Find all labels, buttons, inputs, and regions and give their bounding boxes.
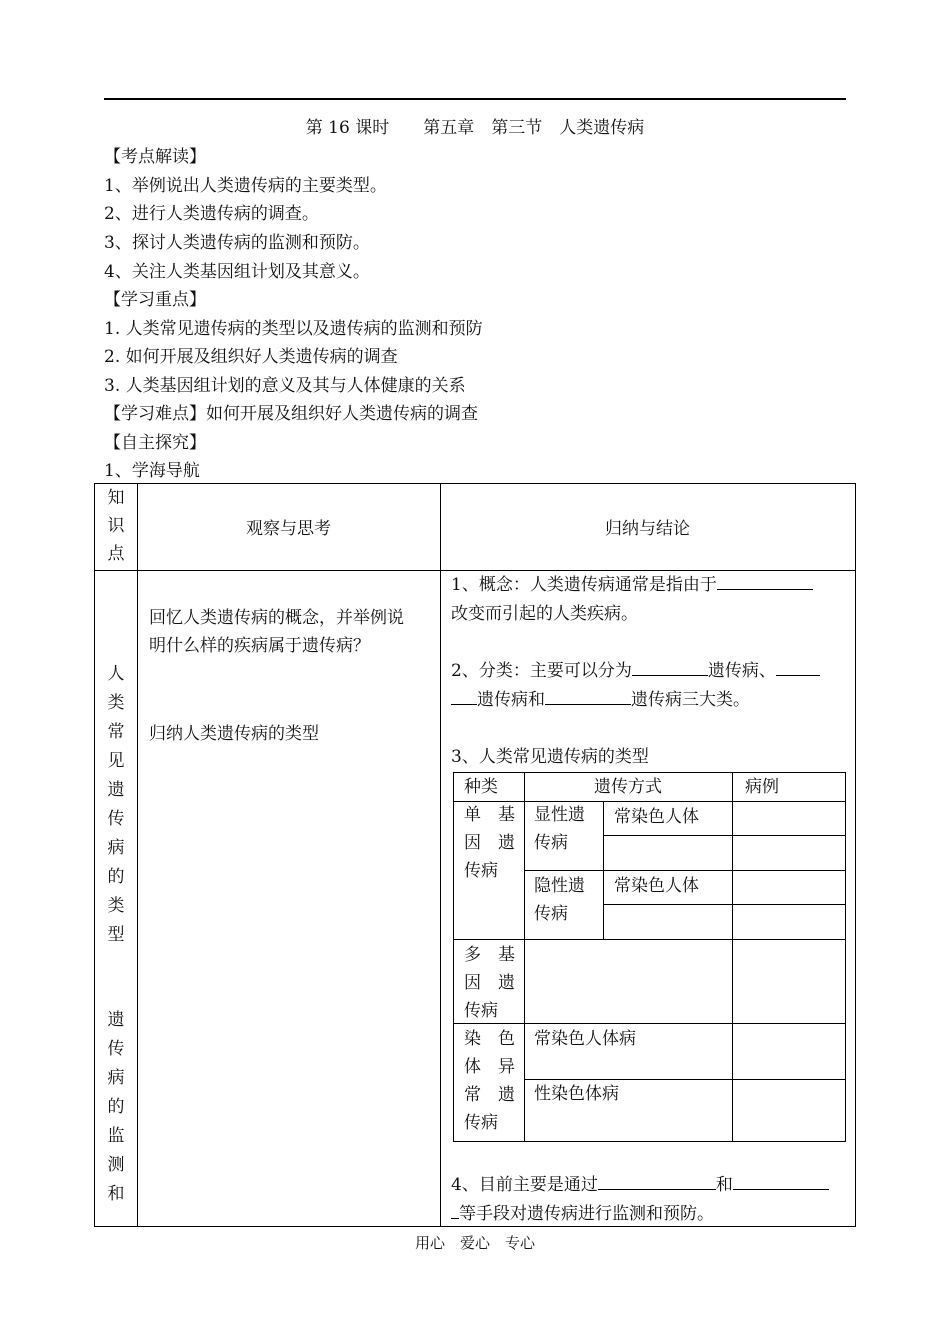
observe-line: 明什么样的疾病属于遗传病？ [149,636,370,656]
topic-char: 的 [107,867,125,887]
monitor-prefix: 4、目前主要是通过 [451,1175,598,1195]
topic-common-disease-types [95,660,137,950]
cell-line: 传病 [464,1001,498,1021]
class-mid: 遗传病、 [707,661,776,681]
inner-header-example: 病例 [745,777,779,797]
section-heading-kaodian: 【考点解读】 [104,147,206,167]
dominant-label [534,801,585,857]
chr-sex-label: 性染色体病 [534,1084,619,1104]
header-conclusion: 归纳与结论 [605,519,690,539]
blank-field[interactable] [632,658,708,676]
disease-type-table [453,772,846,1142]
inner-header-kind: 种类 [464,777,498,797]
recessive-label [534,872,585,928]
cell-line: 因 遗 [464,833,515,853]
topic-char: 传 [107,809,125,829]
blank-field[interactable] [451,687,477,705]
table-divider [440,484,441,1226]
header-observe: 观察与思考 [246,519,331,539]
blank-field[interactable] [733,1172,829,1190]
kaodian-item: 3、探讨人类遗传病的监测和预防。 [104,233,370,253]
inner-divider [524,870,845,871]
topic-char: 传 [107,1039,125,1059]
cell-line: 常 遗 [464,1085,515,1105]
blank-field[interactable] [598,1172,716,1190]
header-knowledge-point [95,484,137,568]
kaodian-item: 4、关注人类基因组计划及其意义。 [104,262,370,282]
table-divider [137,484,138,1226]
section-heading-tanjiu: 【自主探究】 [104,433,206,453]
topic-char: 型 [107,925,125,945]
concept-line [451,571,813,599]
autosome-label: 常染色人体 [614,876,699,896]
concept-suffix: 改变而引起的人类疾病。 [451,604,638,624]
cell-line: 隐性遗 [534,876,585,896]
cell-line: 多 基 [464,945,515,965]
chromosome-label [464,1025,515,1137]
topic-char: 类 [107,896,125,916]
inner-divider [454,939,845,940]
kaodian-item: 2、进行人类遗传病的调查。 [104,204,319,224]
topic-char: 遗 [107,780,125,800]
page-title: 第 16 课时 第五章 第三节 人类遗传病 [305,118,645,138]
class-suffix: 遗传病三大类。 [631,690,750,710]
header-char: 知 [107,488,125,508]
blank-field[interactable] [451,1201,459,1219]
blank-field[interactable] [717,572,813,590]
multi-gene-label [464,941,515,1025]
cell-line: 体 异 [464,1057,515,1077]
topic-char: 监 [107,1126,125,1146]
chr-autosome-label: 常染色人体病 [534,1029,636,1049]
class-mid: 遗传病和 [477,690,545,710]
observe-line: 回忆人类遗传病的概念，并举例说 [149,608,404,628]
header-rule [104,98,846,100]
classification-line-2 [451,686,750,714]
header-char: 点 [107,544,125,564]
section-heading-zhongdian: 【学习重点】 [104,290,206,310]
section-nandian: 【学习难点】如何开展及组织好人类遗传病的调查 [104,404,478,424]
topic-char: 类 [107,693,125,713]
cell-line: 传病 [464,1113,498,1133]
zhongdian-item: 2. 如何开展及组织好人类遗传病的调查 [104,347,398,367]
observe-question-1 [149,604,439,660]
topic-char: 病 [107,838,125,858]
topic-monitoring [95,1006,137,1209]
topic-char: 人 [107,664,125,684]
monitor-mid: 和 [715,1175,733,1195]
blank-field[interactable] [776,658,820,676]
page-footer: 用心 爱心 专心 [414,1234,535,1252]
topic-char: 常 [107,722,125,742]
concept-prefix: 1、概念：人类遗传病通常是指由于 [451,575,717,595]
cell-line: 显性遗 [534,805,585,825]
observe-question-2: 归纳人类遗传病的类型 [149,724,319,744]
topic-char: 遗 [107,1010,125,1030]
xuehai-label: 1、学海导航 [104,461,200,481]
autosome-label: 常染色人体 [614,807,699,827]
inner-divider [524,773,525,1141]
inner-divider [732,773,733,1141]
types-heading: 3、人类常见遗传病的类型 [451,747,649,767]
cell-line: 因 遗 [464,973,515,993]
cell-line: 染 色 [464,1029,515,1049]
inner-header-mode: 遗传方式 [594,777,662,797]
study-table [94,483,856,1227]
classification-line [451,657,820,685]
cell-line: 单 基 [464,805,515,825]
monitor-line [451,1171,829,1199]
topic-char: 和 [107,1184,125,1204]
inner-divider [603,904,845,905]
cell-line: 传病 [534,904,568,924]
monitor-suffix: 等手段对遗传病进行监测和预防。 [459,1204,714,1224]
zhongdian-item: 3. 人类基因组计划的意义及其与人体健康的关系 [104,376,466,396]
kaodian-item: 1、举例说出人类遗传病的主要类型。 [104,176,387,196]
class-prefix: 2、分类：主要可以分为 [451,661,632,681]
cell-line: 传病 [534,833,568,853]
inner-divider [603,835,845,836]
monitor-line-2 [451,1200,714,1228]
header-char: 识 [107,516,125,536]
topic-char: 测 [107,1155,125,1175]
single-gene-label [464,801,515,885]
topic-char: 见 [107,751,125,771]
zhongdian-item: 1. 人类常见遗传病的类型以及遗传病的监测和预防 [104,319,483,339]
topic-char: 病 [107,1068,125,1088]
cell-line: 传病 [464,861,498,881]
topic-char: 的 [107,1097,125,1117]
blank-field[interactable] [545,687,631,705]
